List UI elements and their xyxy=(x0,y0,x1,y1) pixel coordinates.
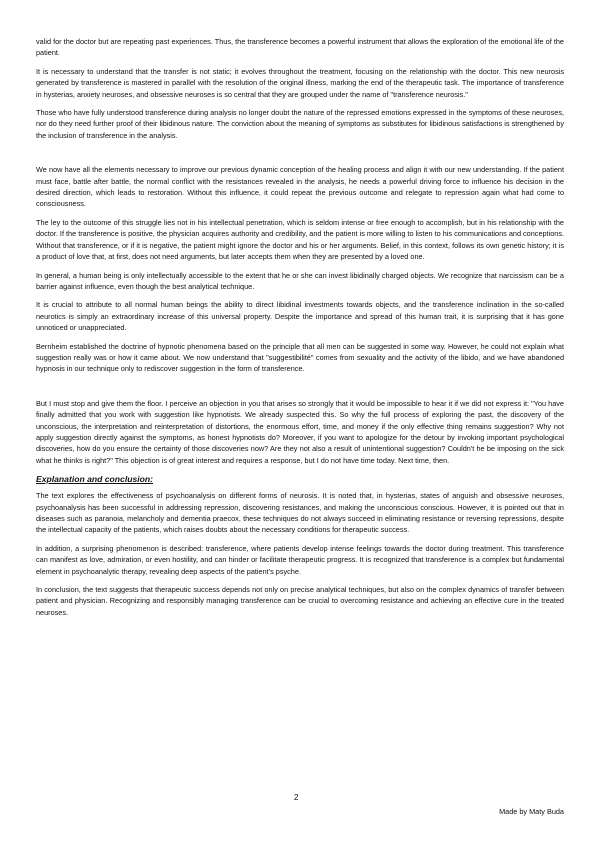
section-gap xyxy=(36,382,564,398)
page-number: 2 xyxy=(294,793,299,802)
paragraph: In conclusion, the text suggests that therapeutic success depends not only on precise analytical techniques, but also on the complex dynamics of transfer between patient and physician. Recognizing and responsibly managing transference can be crucial to overcoming resistance and achieving an effective cure in the treated neuroses. xyxy=(36,585,564,617)
paragraph: It is crucial to attribute to all normal human beings the ability to direct libidinal investments towards objects, and the transference inclination in the so-called neurotics is simply an extraordinary increase of this universal property. Despite the importance and spread of this human trait, it is surprising that it has gone unnoticed or unappreciated. xyxy=(36,300,564,333)
paragraph: We now have all the elements necessary to improve our previous dynamic conception of the healing process and align it with our new understanding. If the patient must face, battle after battle, the normal conflict with the resistances revealed in the analysis, he needs a powerful driving force to influence his decision in the desired direction, which leads to restoration. Without this influence, it could repeat the previous outcome and relegate to repression again what had come to consciousness. xyxy=(36,165,564,209)
paragraph-objection: But I must stop and give them the floor. I perceive an objection in you that arises so strongly that it would be impossible to hear it if we did not express it: "You have finally admitted that you work with suggestion like hypnotists. We already suspected this. So why the full process of exploring the past, the discovery of the unconscious, the interpretation and reinterpretation of distortions, the enormous effort, time, and money if the only effective thing remains suggestion? Why not apply suggestion directly against the symptoms, as honest hypnotists do? Moreover, if you want to apologize for the detour by invoking important psychological discoveries, how do you ensure the certainty of those discoveries now? Are they not also a result of unintentional suggestion? Couldn't he be imposing on the sick what he thinks is right?" This objection is of great interest and requires a response, but I do not have time today. Next time, then. xyxy=(36,398,564,465)
paragraph: The text explores the effectiveness of psychoanalysis on different forms of neurosis. It is noted that, in hysterias, states of anguish and obsessive neuroses, psychoanalysis has been successful in addressing repression, discovering resistances, and making the unconscious conscious. However, it is pointed out that in diseases such as paranoia, melancholy and dementia praecox, these techniques do not always succeed in eliminating resistance or reversing repressions, despite the intellectual capacity of the patients, which raises doubts about the necessary conditions for therapeutic success. xyxy=(36,491,564,535)
paragraph: It is necessary to understand that the transfer is not static; it evolves throughout the treatment, focusing on the relationship with the doctor. This new neurosis generated by transference is mastered in parallel with the resolution of the original illness, marking the end of the therapeutic task. The importance of transference in hysterias, anxiety neuroses, and obsessive neuroses is so central that they are grouped under the name of "transference neurosis." xyxy=(36,66,564,99)
paragraph: valid for the doctor but are repeating past experiences. Thus, the transference becomes a powerful instrument that allows the exploration of the emotional life of the patient. xyxy=(36,37,564,58)
section-gap xyxy=(36,148,564,164)
footer-credit: Made by Maty Buda xyxy=(499,807,564,816)
paragraph: Bernheim established the doctrine of hypnotic phenomena based on the principle that all men can be suggested in some way. However, he could not explain what suggestion really was or how it came about. We now understand that "suggestibilité" comes from sexuality and the activity of the libido, and we have abandoned hypnosis in our technique only to rediscover suggestion in the form of transference. xyxy=(36,341,564,374)
document-body xyxy=(36,36,564,625)
paragraph: Those who have fully understood transference during analysis no longer doubt the nature of the repressed emotions expressed in the symptoms of these neuroses, nor do they need further proof of their libidinous nature. The conviction about the meaning of symptoms as substitutes for libidinous satisfactions is strengthened by the inclusion of transference in the analysis. xyxy=(36,108,564,140)
paragraph: The ley to the outcome of this struggle lies not in his intellectual penetration, which is seldom intense or free enough to accomplish, but in his relationship with the doctor. If the transference is positive, the physician acquires authority and credibility, and the patient is more willing to listen to his communications and conceptions. Without that transference, or if it is negative, the patient might ignore the doctor and his or her arguments. Belief, in this context, follows its own genetic history; it is a product of love that, at first, does not need arguments, but later accepts them when they are presented by a loved one. xyxy=(36,217,564,262)
paragraph: In addition, a surprising phenomenon is described: transference, where patients develop intense feelings towards the doctor during treatment. This transference can manifest as love, admiration, or even hostility, and can hinder or facilitate therapeutic progress. It is recognized that transference is a complex but fundamental element in psychoanalytic therapy, revealing deep aspects of the patient's psyche. xyxy=(36,543,564,576)
paragraph: In general, a human being is only intellectually accessible to the extent that he or she can invest libidinally charged objects. We recognize that narcissism can be a barrier against influence, even though the best analytical technique. xyxy=(36,270,564,291)
section-title: Explanation and conclusion: xyxy=(36,474,153,485)
